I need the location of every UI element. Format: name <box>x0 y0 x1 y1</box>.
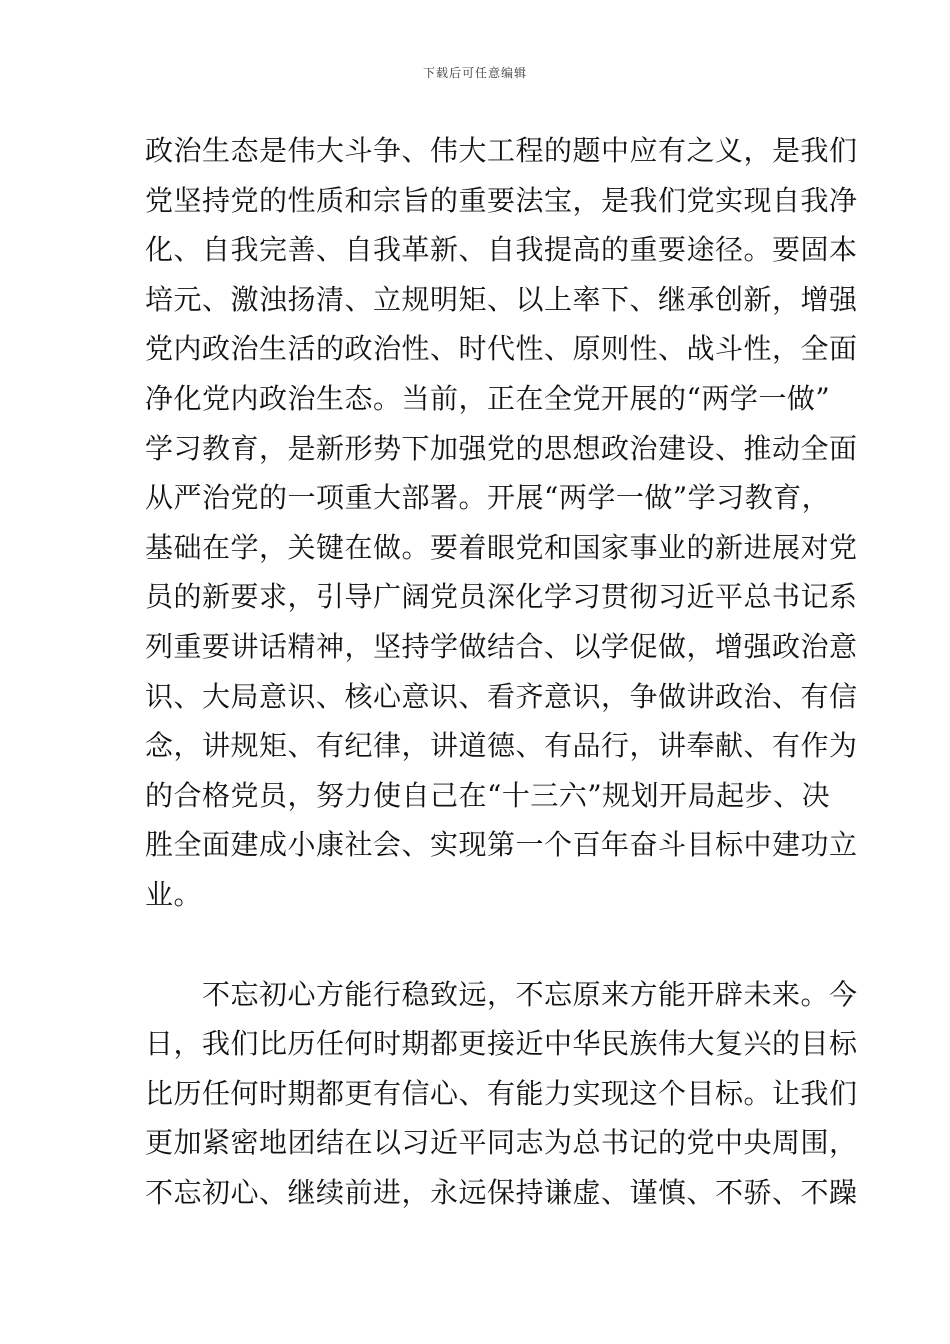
paragraph-spacer <box>145 920 810 970</box>
paragraph-line: 党坚持党的性质和宗旨的重要法宝，是我们党实现自我净 <box>145 183 858 217</box>
paragraph-line: 净化党内政治生态。当前，正在全党开展的“两学一做” <box>145 381 831 415</box>
paragraph-line: 胜全面建成小康社会、实现第一个百年奋斗目标中建功立 <box>145 828 858 862</box>
paragraph-line: 列重要讲话精神，坚持学做结合、以学促做，增强政治意 <box>145 629 858 663</box>
paragraph-line: 日，我们比历任何时期都更接近中华民族伟大复兴的目标 <box>145 1027 858 1061</box>
paragraph-2 <box>145 970 858 1218</box>
paragraph-line: 不忘初心、继续前进，永远保持谦虚、谨慎、不骄、不躁 <box>145 1175 858 1209</box>
paragraph-line: 业。 <box>145 877 203 911</box>
paragraph-line: 从严治党的一项重大部署。开展“两学一做”学习教育， <box>145 481 831 515</box>
paragraph-line: 更加紧密地团结在以习近平同志为总书记的党中央周围， <box>145 1126 858 1160</box>
paragraph-line: 化、自我完善、自我革新、自我提高的重要途径。要固本 <box>145 233 858 267</box>
paragraph-line: 学习教育，是新形势下加强党的思想政治建设、推动全面 <box>145 431 858 465</box>
page-header: 下载后可任意编辑 <box>422 66 527 80</box>
paragraph-line: 政治生态是伟大斗争、伟大工程的题中应有之义，是我们 <box>145 134 858 167</box>
paragraph-line: 党内政治生活的政治性、时代性、原则性、战斗性，全面 <box>145 332 858 366</box>
paragraph-line: 培元、激浊扬清、立规明矩、以上率下、继承创新，增强 <box>145 282 858 316</box>
document-body <box>145 126 858 1217</box>
paragraph-line: 员的新要求，引导广阔党员深化学习贯彻习近平总书记系 <box>145 580 858 614</box>
paragraph-1 <box>145 126 858 920</box>
paragraph-line: 比历任何时期都更有信心、有能力实现这个目标。让我们 <box>145 1076 858 1110</box>
paragraph-line: 识、大局意识、核心意识、看齐意识，争做讲政治、有信 <box>145 679 858 713</box>
paragraph-line: 的合格党员，努力使自己在“十三六”规划开局起步、决 <box>145 778 831 812</box>
paragraph-line: 念，讲规矩、有纪律，讲道德、有品行，讲奉献、有作为 <box>145 729 858 763</box>
paragraph-line: 基础在学，关键在做。要着眼党和国家事业的新进展对党 <box>145 530 858 564</box>
paragraph-line: 不忘初心方能行稳致远，不忘原来方能开辟未来。今 <box>145 977 858 1011</box>
